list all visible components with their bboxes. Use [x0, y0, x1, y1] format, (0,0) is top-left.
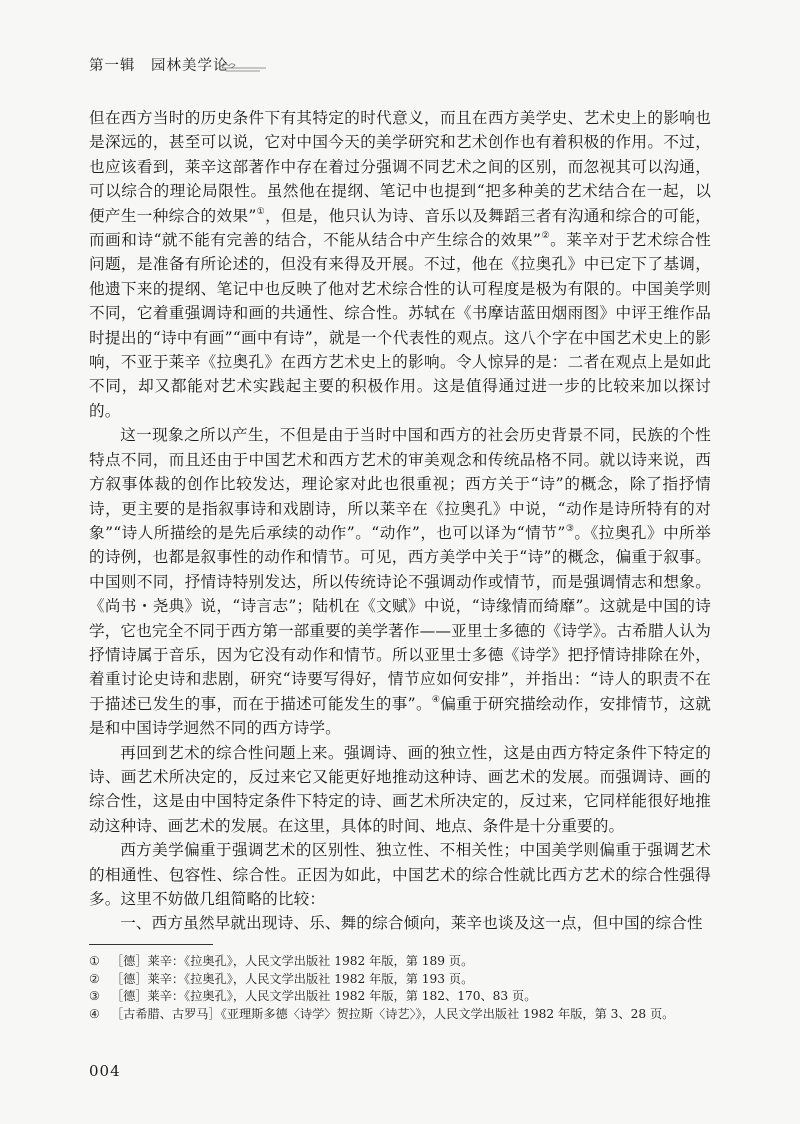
footnote-3: ③ ［德］莱辛：《拉奥孔》，人民文学出版社 1982 年版，第 182、170、83 页。 [89, 989, 537, 1003]
footnotes [89, 953, 711, 1023]
body-text [89, 106, 711, 936]
paragraph-3: 再回到艺术的综合性问题上来。强调诗、画的独立性，这是由西方特定条件下特定的诗、画艺术所决定的，反过来它又能更好地推动这种诗、画艺术的发展。而强调诗、画的综合性，这是由中国特定条件下特定的诗、画艺术所决定的，反过来，它同样能很好地推动这种诗、画艺术的发展。在这里，具体的时间、地点、条件是十分重要的。 [89, 743, 711, 835]
page-number: 004 [89, 1062, 121, 1080]
footnote-2: ② ［德］莱辛：《拉奥孔》，人民文学出版社 1982 年版，第 193 页。 [89, 971, 474, 986]
running-header: 第一辑 园林美学论 [89, 58, 229, 74]
footnote-1: ① ［德］莱辛：《拉奥孔》，人民文学出版社 1982 年版，第 189 页。 [89, 954, 474, 968]
paragraph-5: 一、西方虽然早就出现诗、乐、舞的综合倾向，莱辛也谈及这一点，但中国的综合性 [120, 914, 703, 933]
footnote-ref-4[interactable]: ④ [431, 694, 441, 705]
footnote-ref-3[interactable]: ③ [565, 523, 575, 534]
footnote-ref-2[interactable]: ② [541, 231, 551, 242]
footnote-divider [89, 944, 213, 945]
header-cloud-ornament-icon [220, 60, 268, 74]
paragraph-2: 这一现象之所以产生，不但是由于当时中国和西方的社会历史背景不同，民族的个性特点不同，而且还由于中国艺术和西方艺术的审美观念和传统品格不同。就以诗来说，西方叙事体裁的创作比较发达，理论家对此也很重视；西方关于“诗”的概念，除了指抒情诗，更主要的是指叙事诗和戏剧诗，所以莱辛在《拉奥孔》中说，“动作是诗所特有的对象”“诗人所描绘的是先后承续的动作”。“动作”，也可以译为“情节”③。《拉奥孔》中所举的诗例，也都是叙事性的动作和情节。可见，西方美学中关于“诗”的概念，偏重于叙事。中国则不同，抒情诗特别发达，所以传统诗论不强调动作或情节，而是强调情志和想象。《尚书・尧典》说，“诗言志”；陆机在《文赋》中说，“诗缘情而绮靡”。这就是中国的诗学，它也完全不同于西方第一部重要的美学著作——亚里士多德的《诗学》。古希腊人认为抒情诗属于音乐，因为它没有动作和情节。所以亚里士多德《诗学》把抒情诗排除在外，着重讨论史诗和悲剧，研究“诗要写得好，情节应如何安排”，并指出：“诗人的职责不在于描述已发生的事，而在于描述可能发生的事”。④偏重于研究描绘动作，安排情节，这就是和中国诗学迥然不同的西方诗学。 [89, 426, 711, 738]
footnote-4: ④ ［古希腊、古罗马］《亚理斯多德〈诗学〉贺拉斯〈诗艺〉》，人民文学出版社 1982 年版，第 3、28 页。 [89, 1006, 675, 1021]
paragraph-1: 但在西方当时的历史条件下有其特定的时代意义，而且在西方美学史、艺术史上的影响也是深远的，甚至可以说，它对中国今天的美学研究和艺术创作也有着积极的作用。不过，也应该看到，莱辛这部著作中存在着过分强调不同艺术之间的区别，而忽视其可以沟通，可以综合的理论局限性。虽然他在提纲、笔记中也提到“把多种美的艺术结合在一起，以便产生一种综合的效果”①，但是，他只认为诗、音乐以及舞蹈三者有沟通和综合的可能，而画和诗“就不能有完善的结合，不能从结合中产生综合的效果”②。莱辛对于艺术综合性问题，是准备有所论述的，但没有来得及开展。不过，他在《拉奥孔》中已定下了基调，他遗下来的提纲、笔记中也反映了他对艺术综合性的认可程度是极为有限的。中国美学则不同，它着重强调诗和画的共通性、综合性。苏轼在《书摩诘蓝田烟雨图》中评王维作品时提出的“诗中有画”“画中有诗”，就是一个代表性的观点。这八个字在中国艺术史上的影响，不亚于莱辛《拉奥孔》在西方艺术史上的影响。令人惊异的是：二者在观点上是如此不同，却又都能对艺术实践起主要的积极作用。这是值得通过进一步的比较来加以探讨的。 [89, 109, 712, 420]
paragraph-4: 西方美学偏重于强调艺术的区别性、独立性、不相关性；中国美学则偏重于强调艺术的相通性、包容性、综合性。正因为如此，中国艺术的综合性就比西方艺术的综合性强得多。这里不妨做几组简略的比较： [89, 841, 711, 908]
footnote-ref-1[interactable]: ① [256, 206, 266, 217]
